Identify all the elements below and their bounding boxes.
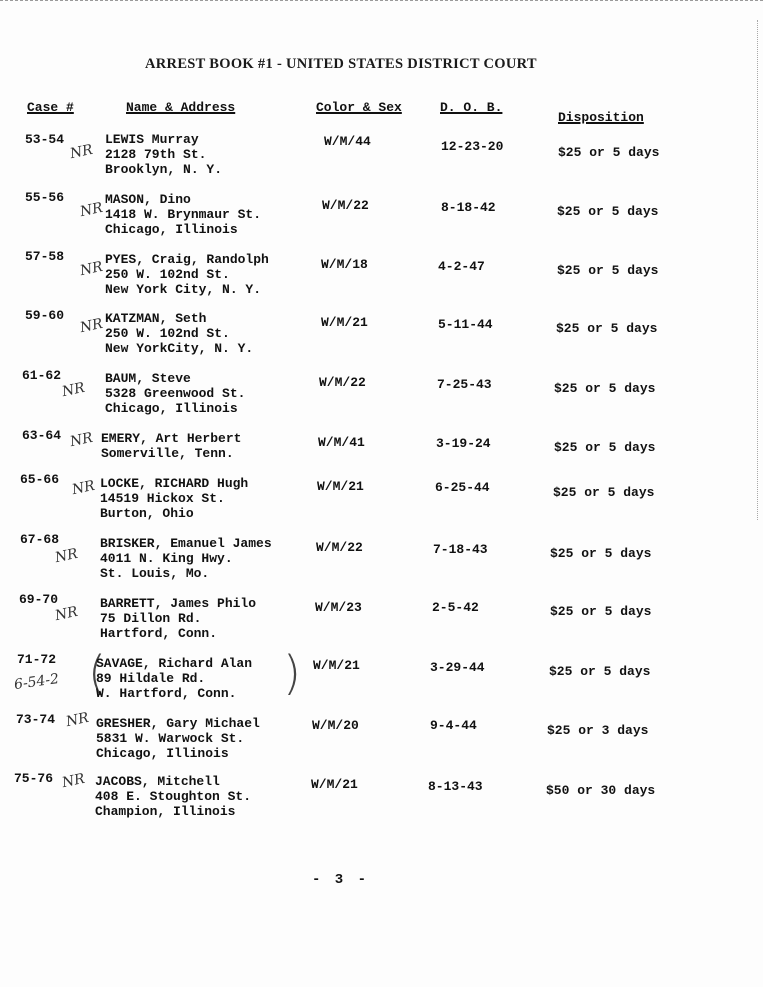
defendant-name: BAUM, Steve: [105, 371, 191, 386]
date-of-birth: 2-5-42: [432, 600, 479, 615]
color-sex-age: W/M/21: [321, 315, 368, 330]
address-line-1: 250 W. 102nd St.: [105, 326, 230, 341]
defendant-name: GRESHER, Gary Michael: [96, 716, 260, 731]
color-sex-age: W/M/23: [315, 600, 362, 615]
column-header-color-sex: Color & Sex: [316, 100, 402, 115]
handwritten-annotation: NR: [78, 315, 105, 337]
address-line-2: Burton, Ohio: [100, 506, 194, 521]
address-line-1: 5831 W. Warwock St.: [96, 731, 245, 746]
date-of-birth: 8-13-43: [428, 779, 483, 794]
defendant-name: KATZMAN, Seth: [105, 311, 207, 326]
handwritten-annotation: NR: [64, 709, 91, 731]
address-line-2: Champion, Illinois: [95, 804, 236, 819]
defendant-name: LOCKE, RICHARD Hugh: [100, 476, 249, 491]
scan-top-border: [0, 0, 763, 1]
disposition: $25 or 5 days: [554, 381, 656, 396]
address-line-1: 2128 79th St.: [105, 147, 207, 162]
address-line-2: Hartford, Conn.: [100, 626, 218, 641]
address-line-2: Chicago, Illinois: [105, 401, 238, 416]
address-line-1: 89 Hildale Rd.: [96, 671, 206, 686]
defendant-name: MASON, Dino: [105, 192, 191, 207]
disposition: $25 or 5 days: [556, 321, 658, 336]
disposition: $25 or 5 days: [557, 204, 659, 219]
address-line-1: 4011 N. King Hwy.: [100, 551, 233, 566]
left-bracket-mark: (: [88, 646, 106, 700]
column-header-dob: D. O. B.: [440, 100, 503, 115]
disposition: $25 or 3 days: [547, 723, 649, 738]
address-line-2: Chicago, Illinois: [96, 746, 229, 761]
address-line-2: W. Hartford, Conn.: [96, 686, 237, 701]
scan-right-margin-line: [757, 20, 758, 520]
column-header-name: Name & Address: [126, 100, 236, 115]
defendant-name: JACOBS, Mitchell: [95, 774, 220, 789]
defendant-name: LEWIS Murray: [105, 132, 199, 147]
column-header-disposition: Disposition: [558, 110, 644, 125]
handwritten-annotation: NR: [78, 199, 105, 221]
case-number: 59-60: [25, 308, 65, 323]
date-of-birth: 7-18-43: [433, 542, 488, 557]
disposition: $25 or 5 days: [554, 440, 656, 455]
address-line-1: Somerville, Tenn.: [101, 446, 234, 461]
case-number: 75-76: [14, 771, 54, 786]
handwritten-annotation: 6-54-2: [13, 670, 60, 694]
disposition: $25 or 5 days: [549, 664, 651, 679]
color-sex-age: W/M/20: [312, 718, 359, 733]
handwritten-annotation: NR: [78, 258, 105, 280]
handwritten-annotation: NR: [53, 545, 80, 567]
case-number: 67-68: [20, 532, 60, 547]
handwritten-annotation: NR: [53, 603, 80, 625]
color-sex-age: W/M/44: [324, 134, 371, 149]
address-line-2: New York City, N. Y.: [105, 282, 262, 297]
case-number: 63-64: [22, 428, 62, 443]
handwritten-annotation: NR: [68, 141, 95, 163]
address-line-1: 408 E. Stoughton St.: [95, 789, 252, 804]
color-sex-age: W/M/41: [318, 435, 365, 450]
color-sex-age: W/M/18: [321, 257, 368, 272]
address-line-2: New YorkCity, N. Y.: [105, 341, 254, 356]
date-of-birth: 5-11-44: [438, 317, 493, 332]
address-line-1: 14519 Hickox St.: [100, 491, 225, 506]
case-number: 69-70: [19, 592, 59, 607]
date-of-birth: 3-19-24: [436, 436, 491, 451]
case-number: 57-58: [25, 249, 65, 264]
disposition: $25 or 5 days: [550, 604, 652, 619]
color-sex-age: W/M/22: [316, 540, 363, 555]
color-sex-age: W/M/22: [322, 198, 369, 213]
column-header-case: Case #: [27, 100, 74, 115]
handwritten-annotation: NR: [60, 770, 87, 792]
date-of-birth: 6-25-44: [435, 480, 490, 495]
disposition: $25 or 5 days: [557, 263, 659, 278]
right-bracket-mark: ): [283, 646, 301, 700]
page-number: - 3 -: [312, 872, 370, 888]
address-line-1: 1418 W. Brynmaur St.: [105, 207, 262, 222]
disposition: $25 or 5 days: [550, 546, 652, 561]
defendant-name: EMERY, Art Herbert: [101, 431, 242, 446]
defendant-name: BARRETT, James Philo: [100, 596, 257, 611]
case-number: 73-74: [16, 712, 56, 727]
address-line-2: Chicago, Illinois: [105, 222, 238, 237]
disposition: $25 or 5 days: [553, 485, 655, 500]
color-sex-age: W/M/21: [311, 777, 358, 792]
handwritten-annotation: NR: [70, 477, 97, 499]
address-line-2: St. Louis, Mo.: [100, 566, 210, 581]
date-of-birth: 12-23-20: [441, 139, 504, 154]
case-number: 53-54: [25, 132, 65, 147]
date-of-birth: 8-18-42: [441, 200, 496, 215]
handwritten-annotation: NR: [60, 379, 87, 401]
address-line-1: 75 Dillon Rd.: [100, 611, 202, 626]
address-line-1: 250 W. 102nd St.: [105, 267, 230, 282]
page-title: ARREST BOOK #1 - UNITED STATES DISTRICT COURT: [145, 56, 537, 72]
defendant-name: BRISKER, Emanuel James: [100, 536, 272, 551]
address-line-1: 5328 Greenwood St.: [105, 386, 246, 401]
date-of-birth: 7-25-43: [437, 377, 492, 392]
date-of-birth: 9-4-44: [430, 718, 477, 733]
color-sex-age: W/M/21: [313, 658, 360, 673]
color-sex-age: W/M/21: [317, 479, 364, 494]
disposition: $25 or 5 days: [558, 145, 660, 160]
defendant-name: PYES, Craig, Randolph: [105, 252, 269, 267]
case-number: 71-72: [17, 652, 57, 667]
case-number: 65-66: [20, 472, 60, 487]
date-of-birth: 4-2-47: [438, 259, 485, 274]
case-number: 55-56: [25, 190, 65, 205]
disposition: $50 or 30 days: [546, 783, 656, 798]
date-of-birth: 3-29-44: [430, 660, 485, 675]
address-line-2: Brooklyn, N. Y.: [105, 162, 223, 177]
handwritten-annotation: NR: [68, 429, 95, 451]
case-number: 61-62: [22, 368, 62, 383]
color-sex-age: W/M/22: [319, 375, 366, 390]
defendant-name: SAVAGE, Richard Alan: [96, 656, 253, 671]
